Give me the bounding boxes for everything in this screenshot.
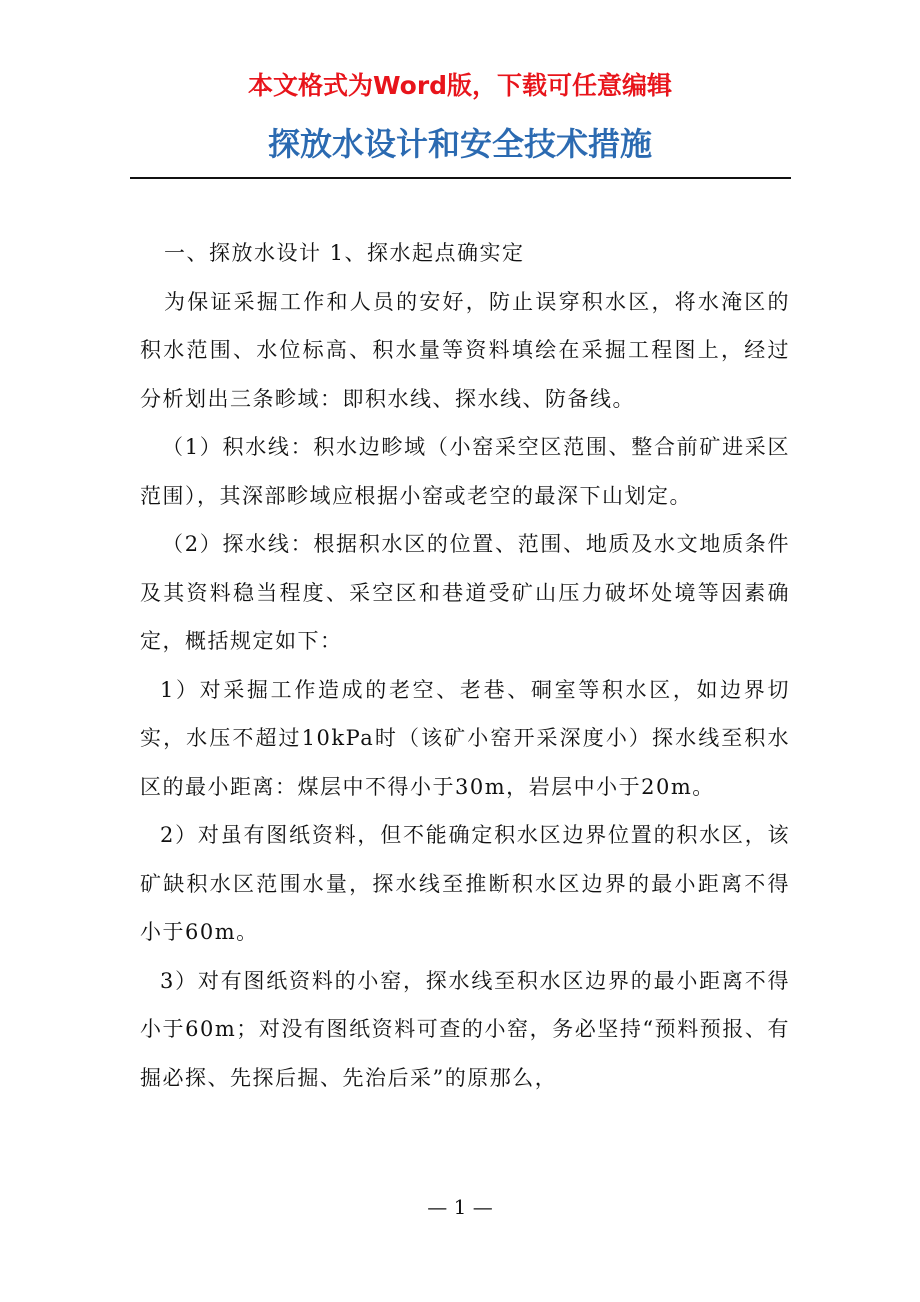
paragraph-probe-line: （2）探水线：根据积水区的位置、范围、地质及水文地质条件及其资料稳当程度、采空区和巷道受矿山压力破坏处境等因素确定，概括规定如下： bbox=[140, 532, 790, 653]
paragraph-rule-1: 1）对采掘工作造成的老空、老巷、硐室等积水区，如边界切实，水压不超过10kPa时（该矿小窑开采深度小）探水线至积水区的最小距离：煤层中不得小于30m，岩层中小于20m。 bbox=[140, 677, 790, 799]
document-title: 探放水设计和安全技术措施 bbox=[267, 125, 652, 163]
section-heading: 一、探放水设计 1、探水起点确实定 bbox=[164, 241, 525, 265]
document-body bbox=[140, 229, 790, 1102]
title-divider bbox=[130, 177, 791, 179]
paragraph-intro: 为保证采掘工作和人员的安好，防止误穿积水区，将水淹区的积水范围、水位标高、积水量等资料填绘在采掘工程图上，经过分析划出三条畛域：即积水线、探水线、防备线。 bbox=[140, 289, 790, 411]
paragraph-rule-2: 2）对虽有图纸资料，但不能确定积水区边界位置的积水区，该矿缺积水区范围水量，探水线至推断积水区边界的最小距离不得小于60m。 bbox=[140, 823, 790, 944]
paragraph-rule-3: 3）对有图纸资料的小窑，探水线至积水区边界的最小距离不得小于60m；对没有图纸资料可查的小窑，务必坚持“预料预报、有掘必探、先探后掘、先治后采”的原那么， bbox=[140, 968, 790, 1090]
paragraph-water-line: （1）积水线：积水边畛域（小窑采空区范围、整合前矿进采区范围），其深部畛域应根据小窑或老空的最深下山划定。 bbox=[140, 435, 790, 508]
download-banner: 本文格式为Word版，下载可任意编辑 bbox=[247, 71, 673, 100]
page-number: — 1 — bbox=[427, 1195, 493, 1219]
